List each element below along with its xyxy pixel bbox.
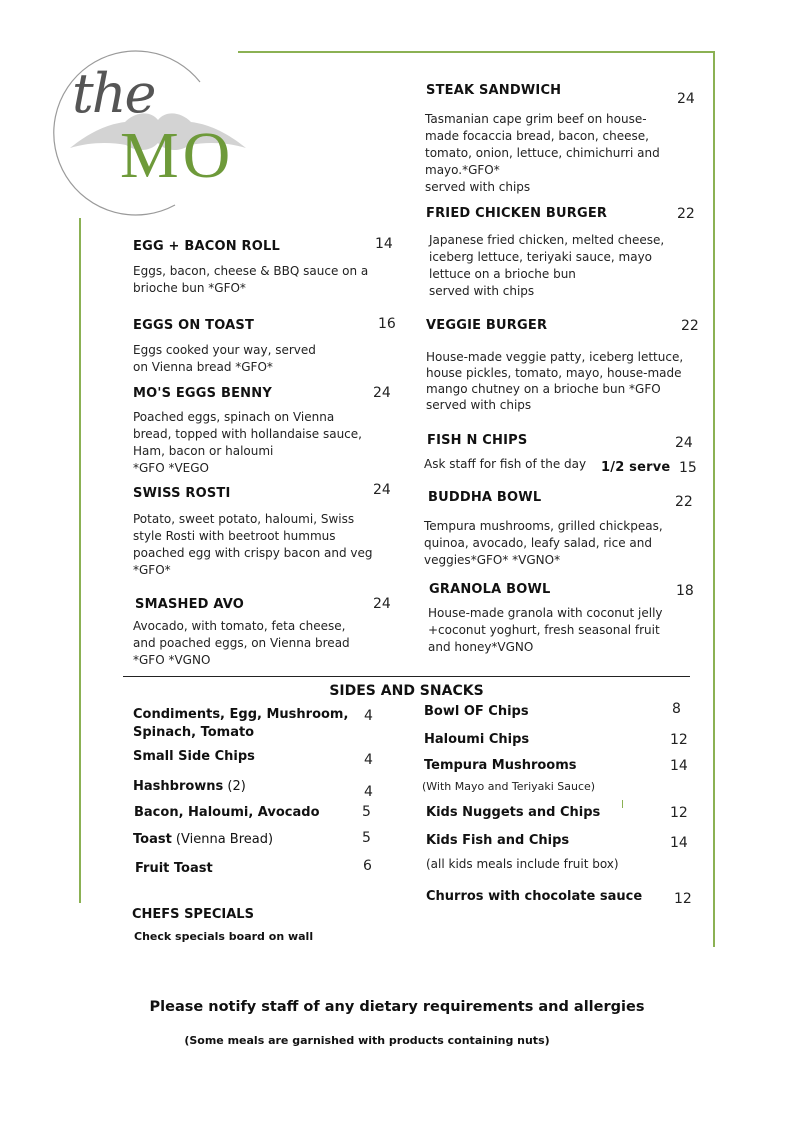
item-title: MO'S EGGS BENNY	[133, 386, 272, 401]
desc-line: veggies*GFO* *VGNO*	[424, 553, 561, 567]
item-price: 24	[373, 596, 391, 612]
side-name: Toast	[133, 832, 172, 847]
side-item-name	[133, 779, 246, 794]
side-price: 14	[670, 835, 688, 851]
item-description	[424, 518, 663, 569]
side-extra: (Vienna Bread)	[171, 832, 274, 847]
logo	[40, 30, 250, 225]
desc-line: *GFO *VEGO	[133, 461, 209, 475]
desc-line: served with chips	[426, 398, 532, 412]
side-price: 5	[362, 804, 371, 820]
item-title: SMASHED AVO	[135, 597, 245, 612]
side-price: 12	[670, 805, 688, 821]
desc-line: mango chutney on a brioche bun *GFO	[426, 382, 661, 396]
side-price: 12	[670, 732, 688, 748]
desc-line: lettuce on a brioche bun	[429, 267, 576, 281]
logo-name: MO	[120, 119, 235, 192]
desc-line: quinoa, avocado, leafy salad, rice and	[424, 536, 652, 550]
sides-title: SIDES AND SNACKS	[329, 683, 484, 699]
item-description	[133, 342, 316, 376]
side-note: (all kids meals include fruit box)	[426, 857, 619, 871]
item-description	[133, 618, 350, 669]
desc-line: house pickles, tomato, mayo, house-made	[426, 366, 682, 380]
item-price: 22	[681, 318, 699, 334]
side-item-name: Churros with chocolate sauce	[426, 889, 643, 904]
item-title: FRIED CHICKEN BURGER	[426, 206, 608, 221]
desc-line: brioche bun *GFO*	[133, 281, 246, 295]
item-title: SWISS ROSTI	[133, 486, 231, 501]
side-item-name: Kids Fish and Chips	[426, 833, 570, 848]
desc-line: Ham, bacon or haloumi	[133, 444, 274, 458]
side-price: 8	[672, 701, 681, 717]
item-description: Ask staff for fish of the day	[424, 457, 587, 471]
side-price: 4	[364, 708, 373, 724]
side-price: 5	[362, 830, 371, 846]
side-item-name: Haloumi Chips	[424, 732, 530, 747]
desc-line: House-made veggie patty, iceberg lettuce,	[426, 350, 684, 364]
item-description	[133, 409, 362, 477]
desc-line: *GFO*	[133, 563, 171, 577]
desc-line: made focaccia bread, bacon, cheese,	[425, 129, 649, 143]
item-title: EGGS ON TOAST	[133, 318, 255, 333]
desc-line: Eggs cooked your way, served	[133, 343, 316, 357]
desc-line: Potato, sweet potato, haloumi, Swiss	[133, 512, 355, 526]
side-item-name: Tempura Mushrooms	[424, 758, 577, 773]
desc-line: Avocado, with tomato, feta cheese,	[133, 619, 346, 633]
side-item-name: Bowl OF Chips	[424, 704, 529, 719]
logo-script: the	[72, 62, 155, 125]
top-frame-line	[238, 51, 714, 53]
item-description	[133, 263, 368, 297]
desc-line: poached egg with crispy bacon and veg	[133, 546, 373, 560]
side-price: 4	[364, 752, 373, 768]
item-price: 22	[677, 206, 695, 222]
side-name-line: Spinach, Tomato	[133, 725, 255, 740]
side-item-name: Kids Nuggets and Chips	[426, 805, 601, 820]
side-price: 12	[674, 891, 692, 907]
stray-mark	[622, 800, 623, 808]
desc-line: iceberg lettuce, teriyaki sauce, mayo	[429, 250, 653, 264]
desc-line: Japanese fried chicken, melted cheese,	[429, 233, 665, 247]
item-title: STEAK SANDWICH	[426, 83, 562, 98]
item-title: EGG + BACON ROLL	[133, 239, 280, 254]
desc-line: Eggs, bacon, cheese & BBQ sauce on a	[133, 264, 369, 278]
desc-line: Poached eggs, spinach on Vienna	[133, 410, 335, 424]
item-description	[425, 111, 660, 196]
desc-line: mayo.*GFO*	[425, 163, 500, 177]
side-name-line: Condiments, Egg, Mushroom,	[133, 707, 349, 722]
item-description	[426, 349, 683, 413]
dietary-notice: Please notify staff of any dietary requirements and allergies	[149, 999, 645, 1015]
item-price: 24	[373, 385, 391, 401]
desc-line: and poached eggs, on Vienna bread	[133, 636, 350, 650]
item-price: 22	[675, 494, 693, 510]
side-price: 6	[363, 858, 372, 874]
item-price: 14	[375, 236, 393, 252]
desc-line: Tempura mushrooms, grilled chickpeas,	[424, 519, 663, 533]
item-price: 24	[675, 435, 693, 451]
side-price: 14	[670, 758, 688, 774]
side-item-name: Bacon, Haloumi, Avocado	[134, 805, 320, 820]
desc-line: served with chips	[429, 284, 535, 298]
nuts-notice: (Some meals are garnished with products containing nuts)	[184, 1034, 550, 1047]
side-price: 4	[364, 784, 373, 800]
desc-line: style Rosti with beetroot hummus	[133, 529, 336, 543]
side-item-name	[133, 832, 273, 847]
side-item-name: Small Side Chips	[133, 749, 255, 764]
side-extra: (2)	[223, 779, 246, 794]
desc-line: bread, topped with hollandaise sauce,	[133, 427, 362, 441]
left-frame-line	[79, 218, 81, 903]
side-item-name: Fruit Toast	[135, 861, 213, 876]
specials-text: Check specials board on wall	[134, 930, 314, 943]
item-title: FISH N CHIPS	[427, 433, 528, 448]
desc-line: tomato, onion, lettuce, chimichurri and	[425, 146, 660, 160]
side-note: (With Mayo and Teriyaki Sauce)	[422, 780, 596, 793]
desc-line: House-made granola with coconut jelly	[428, 606, 663, 620]
item-title: VEGGIE BURGER	[426, 318, 548, 333]
side-name: Hashbrowns	[133, 779, 224, 794]
right-frame-line	[713, 51, 715, 947]
desc-line: on Vienna bread *GFO*	[133, 360, 273, 374]
item-description	[429, 232, 664, 300]
desc-line: Tasmanian cape grim beef on house-	[425, 112, 647, 126]
item-title: GRANOLA BOWL	[429, 582, 551, 597]
desc-line: +coconut yoghurt, fresh seasonal fruit	[428, 623, 660, 637]
half-serve-label: 1/2 serve	[601, 460, 671, 475]
item-description	[428, 605, 663, 656]
item-price: 16	[378, 316, 396, 332]
desc-line: *GFO *VGNO	[133, 653, 211, 667]
desc-line: and honey*VGNO	[428, 640, 534, 654]
half-serve-price: 15	[679, 460, 697, 476]
specials-title: CHEFS SPECIALS	[132, 907, 254, 922]
item-price: 18	[676, 583, 694, 599]
desc-line: served with chips	[425, 180, 531, 194]
item-title: BUDDHA BOWL	[428, 490, 542, 505]
side-item-name	[133, 706, 348, 742]
sides-divider	[123, 676, 690, 677]
item-description	[133, 511, 373, 579]
item-price: 24	[677, 91, 695, 107]
item-price: 24	[373, 482, 391, 498]
